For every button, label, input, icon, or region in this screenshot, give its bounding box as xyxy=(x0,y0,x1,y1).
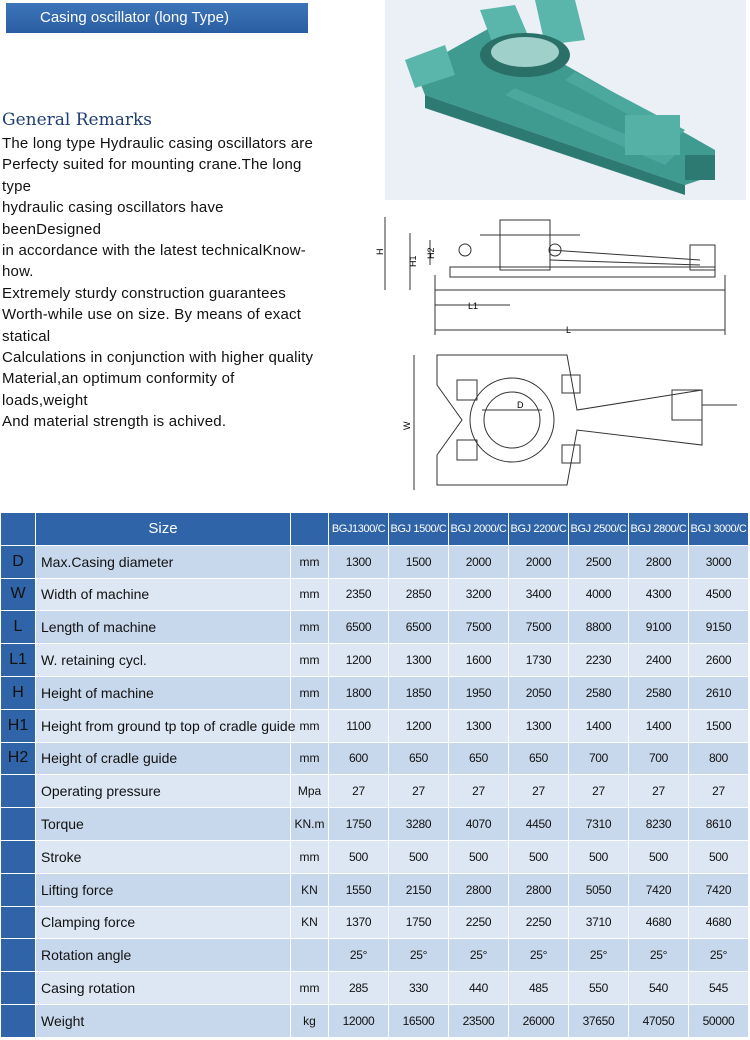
row-value: 16500 xyxy=(389,1004,449,1037)
row-symbol: H1 xyxy=(1,709,36,742)
row-value: 2000 xyxy=(449,545,509,578)
row-unit xyxy=(291,939,329,972)
row-value: 1550 xyxy=(329,873,389,906)
dim-w-label: W xyxy=(402,421,412,430)
row-value: 1400 xyxy=(569,709,629,742)
row-value: 25° xyxy=(329,939,389,972)
row-unit: mm xyxy=(291,644,329,677)
dim-l1-label: L1 xyxy=(468,301,479,311)
row-name: Height from ground tp top of cradle guide xyxy=(36,709,291,742)
row-value: 1500 xyxy=(389,545,449,578)
row-value: 25° xyxy=(389,939,449,972)
row-unit: mm xyxy=(291,709,329,742)
row-value: 1200 xyxy=(389,709,449,742)
table-row xyxy=(1,775,749,808)
row-value: 6500 xyxy=(389,611,449,644)
row-value: 600 xyxy=(329,742,389,775)
spec-table xyxy=(0,512,749,1038)
row-value: 440 xyxy=(449,972,509,1005)
row-value: 3400 xyxy=(509,578,569,611)
model-header: BGJ 1500/C xyxy=(389,513,449,546)
row-symbol xyxy=(1,1004,36,1037)
row-value: 8610 xyxy=(689,808,749,841)
row-value: 25° xyxy=(629,939,689,972)
row-value: 2850 xyxy=(389,578,449,611)
row-value: 540 xyxy=(629,972,689,1005)
dim-d-label: D xyxy=(517,400,524,410)
row-value: 9100 xyxy=(629,611,689,644)
row-value: 1750 xyxy=(389,906,449,939)
row-unit: kg xyxy=(291,1004,329,1037)
side-view-drawing xyxy=(375,205,750,350)
row-value: 7500 xyxy=(509,611,569,644)
row-value: 25° xyxy=(689,939,749,972)
row-unit: mm xyxy=(291,578,329,611)
row-value: 4680 xyxy=(689,906,749,939)
row-value: 25° xyxy=(509,939,569,972)
row-name: Clamping force xyxy=(36,906,291,939)
row-value: 1500 xyxy=(689,709,749,742)
table-row xyxy=(1,742,749,775)
dim-h2-label: H2 xyxy=(426,247,436,259)
page-title: Casing oscillator (long Type) xyxy=(6,3,308,33)
remarks-text xyxy=(2,133,372,433)
row-value: 1100 xyxy=(329,709,389,742)
row-value: 7420 xyxy=(689,873,749,906)
row-symbol: D xyxy=(1,545,36,578)
row-symbol xyxy=(1,808,36,841)
row-unit: mm xyxy=(291,972,329,1005)
row-value: 330 xyxy=(389,972,449,1005)
row-value: 2610 xyxy=(689,676,749,709)
row-symbol xyxy=(1,775,36,808)
row-unit: KN.m xyxy=(291,808,329,841)
table-row xyxy=(1,578,749,611)
row-unit: mm xyxy=(291,742,329,775)
row-unit: mm xyxy=(291,840,329,873)
dim-h-label: H xyxy=(375,248,385,255)
row-unit: Mpa xyxy=(291,775,329,808)
row-value: 27 xyxy=(569,775,629,808)
row-symbol xyxy=(1,906,36,939)
row-name: Lifting force xyxy=(36,873,291,906)
row-value: 2000 xyxy=(509,545,569,578)
row-value: 4500 xyxy=(689,578,749,611)
row-value: 2050 xyxy=(509,676,569,709)
remarks-line: Calculations in conjunction with higher quality xyxy=(2,349,314,367)
remarks-line: hydraulic casing oscillators have xyxy=(2,199,224,217)
remarks-line: in accordance with the latest technicalKnow- xyxy=(2,242,306,260)
row-value: 3000 xyxy=(689,545,749,578)
row-value: 9150 xyxy=(689,611,749,644)
row-name: Stroke xyxy=(36,840,291,873)
row-value: 545 xyxy=(689,972,749,1005)
row-value: 700 xyxy=(629,742,689,775)
row-value: 500 xyxy=(389,840,449,873)
row-value: 26000 xyxy=(509,1004,569,1037)
row-value: 5050 xyxy=(569,873,629,906)
row-value: 3710 xyxy=(569,906,629,939)
row-value: 500 xyxy=(569,840,629,873)
row-value: 500 xyxy=(629,840,689,873)
row-value: 800 xyxy=(689,742,749,775)
table-row xyxy=(1,676,749,709)
remarks-line: how. xyxy=(2,263,34,281)
table-row xyxy=(1,840,749,873)
row-value: 650 xyxy=(509,742,569,775)
top-view-svg xyxy=(402,350,747,495)
row-value: 1370 xyxy=(329,906,389,939)
remarks-line: statical xyxy=(2,327,51,345)
row-value: 2500 xyxy=(569,545,629,578)
row-value: 2250 xyxy=(509,906,569,939)
row-value: 27 xyxy=(389,775,449,808)
row-value: 500 xyxy=(689,840,749,873)
row-value: 4070 xyxy=(449,808,509,841)
remarks-line: loads,weight xyxy=(2,391,88,409)
row-name: Rotation angle xyxy=(36,939,291,972)
row-value: 500 xyxy=(329,840,389,873)
row-symbol: H2 xyxy=(1,742,36,775)
row-value: 37650 xyxy=(569,1004,629,1037)
table-header-row xyxy=(1,513,749,546)
row-value: 8800 xyxy=(569,611,629,644)
row-value: 27 xyxy=(629,775,689,808)
table-row xyxy=(1,873,749,906)
row-value: 1950 xyxy=(449,676,509,709)
row-unit: mm xyxy=(291,676,329,709)
row-value: 2250 xyxy=(449,906,509,939)
row-value: 25° xyxy=(569,939,629,972)
remarks-line: Worth-while use on size. By means of exact xyxy=(2,306,302,324)
row-value: 500 xyxy=(449,840,509,873)
row-name: W. retaining cycl. xyxy=(36,644,291,677)
table-row xyxy=(1,644,749,677)
row-value: 700 xyxy=(569,742,629,775)
model-header: BGJ 3000/C xyxy=(689,513,749,546)
size-header: Size xyxy=(36,513,291,546)
row-value: 650 xyxy=(449,742,509,775)
row-value: 7310 xyxy=(569,808,629,841)
row-symbol xyxy=(1,972,36,1005)
row-name: Width of machine xyxy=(36,578,291,611)
top-view-drawing xyxy=(402,350,747,500)
row-value: 7500 xyxy=(449,611,509,644)
row-symbol: H xyxy=(1,676,36,709)
table-row xyxy=(1,1004,749,1037)
row-value: 2580 xyxy=(569,676,629,709)
row-value: 6500 xyxy=(329,611,389,644)
dim-h1-label: H1 xyxy=(408,255,418,267)
header-unit-cell xyxy=(291,513,329,546)
row-symbol xyxy=(1,873,36,906)
header-symbol-cell xyxy=(1,513,36,546)
row-value: 3200 xyxy=(449,578,509,611)
row-value: 1300 xyxy=(509,709,569,742)
remarks-line: beenDesigned xyxy=(2,220,102,238)
dim-l-label: L xyxy=(566,325,572,335)
table-row xyxy=(1,972,749,1005)
row-symbol xyxy=(1,840,36,873)
row-value: 1800 xyxy=(329,676,389,709)
row-value: 285 xyxy=(329,972,389,1005)
remarks-line: Extremely sturdy construction guarantees xyxy=(2,284,286,302)
table-row xyxy=(1,906,749,939)
row-name: Height of machine xyxy=(36,676,291,709)
row-name: Length of machine xyxy=(36,611,291,644)
row-value: 485 xyxy=(509,972,569,1005)
row-name: Weight xyxy=(36,1004,291,1037)
row-value: 2230 xyxy=(569,644,629,677)
remarks-line: The long type Hydraulic casing oscillators are xyxy=(2,135,314,152)
row-name: Height of cradle guide xyxy=(36,742,291,775)
row-value: 1600 xyxy=(449,644,509,677)
row-value: 12000 xyxy=(329,1004,389,1037)
row-name: Max.Casing diameter xyxy=(36,545,291,578)
row-value: 1400 xyxy=(629,709,689,742)
table-row xyxy=(1,939,749,972)
table-row xyxy=(1,545,749,578)
row-value: 25° xyxy=(449,939,509,972)
row-value: 23500 xyxy=(449,1004,509,1037)
row-value: 1300 xyxy=(329,545,389,578)
machine-render-illustration xyxy=(385,0,746,200)
remarks-line: And material strength is achived. xyxy=(2,413,227,431)
model-header: BGJ 2200/C xyxy=(509,513,569,546)
row-name: Operating pressure xyxy=(36,775,291,808)
row-value: 27 xyxy=(449,775,509,808)
remarks-heading: General Remarks xyxy=(2,110,153,130)
row-value: 1750 xyxy=(329,808,389,841)
row-value: 2800 xyxy=(509,873,569,906)
row-value: 2580 xyxy=(629,676,689,709)
row-value: 7420 xyxy=(629,873,689,906)
row-unit: KN xyxy=(291,873,329,906)
row-value: 50000 xyxy=(689,1004,749,1037)
row-value: 1730 xyxy=(509,644,569,677)
row-unit: KN xyxy=(291,906,329,939)
row-value: 2600 xyxy=(689,644,749,677)
side-view-svg xyxy=(375,205,750,345)
row-value: 1850 xyxy=(389,676,449,709)
row-value: 2800 xyxy=(449,873,509,906)
remarks-line: type xyxy=(2,177,32,195)
remarks-line: Material,an optimum conformity of xyxy=(2,370,235,388)
row-symbol: W xyxy=(1,578,36,611)
row-value: 27 xyxy=(509,775,569,808)
row-symbol xyxy=(1,939,36,972)
row-value: 2350 xyxy=(329,578,389,611)
row-value: 2150 xyxy=(389,873,449,906)
row-value: 650 xyxy=(389,742,449,775)
row-unit: mm xyxy=(291,545,329,578)
row-unit: mm xyxy=(291,611,329,644)
model-header: BGJ 2500/C xyxy=(569,513,629,546)
remarks-line: Perfecty suited for mounting crane.The long xyxy=(2,156,302,174)
row-value: 500 xyxy=(509,840,569,873)
model-header: BGJ 2000/C xyxy=(449,513,509,546)
row-value: 4000 xyxy=(569,578,629,611)
row-value: 4300 xyxy=(629,578,689,611)
row-value: 8230 xyxy=(629,808,689,841)
table-row xyxy=(1,709,749,742)
row-value: 2400 xyxy=(629,644,689,677)
row-value: 4680 xyxy=(629,906,689,939)
table-row xyxy=(1,808,749,841)
row-value: 1300 xyxy=(389,644,449,677)
row-value: 27 xyxy=(689,775,749,808)
model-header: BGJ1300/C xyxy=(329,513,389,546)
row-symbol: L1 xyxy=(1,644,36,677)
row-value: 3280 xyxy=(389,808,449,841)
row-value: 27 xyxy=(329,775,389,808)
row-value: 2800 xyxy=(629,545,689,578)
row-name: Torque xyxy=(36,808,291,841)
machine-render xyxy=(385,0,746,200)
row-value: 4450 xyxy=(509,808,569,841)
row-name: Casing rotation xyxy=(36,972,291,1005)
row-value: 1300 xyxy=(449,709,509,742)
row-value: 47050 xyxy=(629,1004,689,1037)
model-header: BGJ 2800/C xyxy=(629,513,689,546)
table-row xyxy=(1,611,749,644)
row-value: 1200 xyxy=(329,644,389,677)
row-symbol: L xyxy=(1,611,36,644)
row-value: 550 xyxy=(569,972,629,1005)
